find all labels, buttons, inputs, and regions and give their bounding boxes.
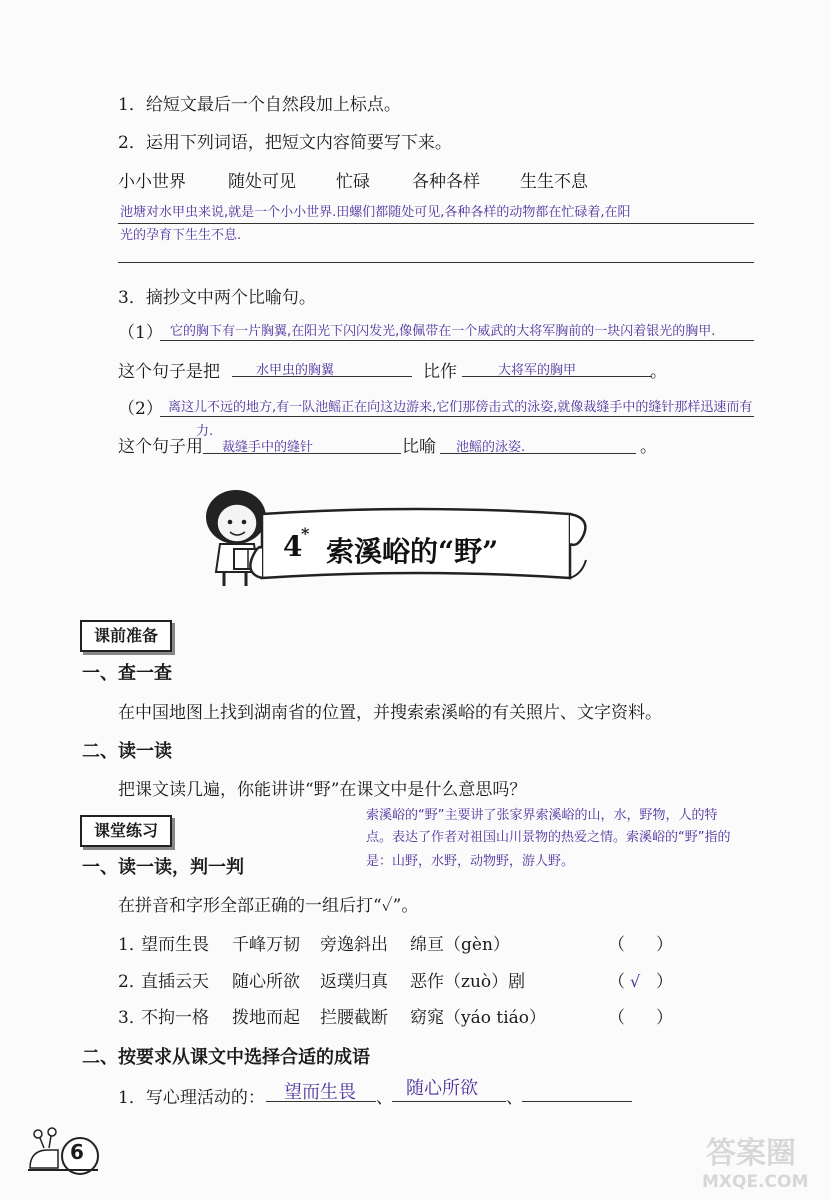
prep-section-1-title: 一、查一查 <box>82 663 172 684</box>
prep-handwritten-answer-2: 点。表达了作者对祖国山川景物的热爱之情。索溪峪的“野”指的 <box>366 830 731 845</box>
word-item: 生生不息 <box>520 172 588 192</box>
prep-badge: 课前准备 <box>80 620 172 652</box>
answer-paren-open: （ <box>608 935 625 955</box>
sentence-2-number: （2） <box>118 399 163 419</box>
lesson-number: 4 <box>283 530 303 563</box>
answer-paren-close: ） <box>656 972 673 992</box>
sentence-2-end: 。 <box>640 437 657 457</box>
answer-paren-close: ） <box>656 935 673 955</box>
row-word: 拨地而起 <box>232 1008 300 1028</box>
question-2: 2．运用下列词语，把短文内容简要写下来。 <box>118 133 452 153</box>
answer-rule <box>160 340 754 341</box>
sentence-1-answer-1: 水甲虫的胸翼 <box>256 363 335 378</box>
word-item: 小小世界 <box>118 172 186 192</box>
answer-rule <box>160 416 754 417</box>
answer-rule <box>203 453 401 454</box>
answer-rule <box>266 1101 376 1102</box>
fill-answer-1: 望而生畏 <box>284 1082 356 1103</box>
row-word: 不拘一格 <box>141 1008 209 1028</box>
row-number: 3． <box>118 1008 146 1028</box>
row-word: 窈窕（yáo tiáo） <box>410 1008 547 1028</box>
fill-separator: 、 <box>376 1088 393 1108</box>
practice-section-2-title: 二、按要求从课文中选择合适的成语 <box>82 1047 370 1068</box>
row-word: 直插云天 <box>141 972 209 992</box>
row-word: 望而生畏 <box>141 935 209 955</box>
prep-section-1-text: 在中国地图上找到湖南省的位置，并搜索索溪峪的有关照片、文字资料。 <box>118 703 662 723</box>
row-word: 绵亘（gèn） <box>410 935 510 955</box>
row-word: 返璞归真 <box>320 972 388 992</box>
question-1: 1．给短文最后一个自然段加上标点。 <box>118 95 401 115</box>
answer-rule <box>462 376 652 377</box>
sentence-1-end: 。 <box>650 362 667 382</box>
fill-answer-2: 随心所欲 <box>406 1078 478 1099</box>
prep-handwritten-answer-3: 是：山野，水野，动物野，游人野。 <box>366 854 575 869</box>
word-item: 忙碌 <box>336 172 370 192</box>
word-item: 随处可见 <box>228 172 296 192</box>
word-item: 各种各样 <box>412 172 480 192</box>
row-word: 旁逸斜出 <box>320 935 388 955</box>
answer-rule <box>392 1101 506 1102</box>
answer-paren-close: ） <box>656 1008 673 1028</box>
watermark-url: MXQE.COM <box>702 1172 809 1192</box>
prep-section-2-text: 把课文读几遍，你能讲讲“野”在课文中是什么意思吗？ <box>118 780 527 800</box>
prep-handwritten-answer-1: 索溪峪的“野”主要讲了张家界索溪峪的山，水，野物，人的特 <box>366 808 718 823</box>
sentence-1-prefix: 这个句子是把 <box>118 362 220 382</box>
row-word: 拦腰截断 <box>320 1008 388 1028</box>
sentence-1-handwritten: 它的胸下有一片胸翼,在阳光下闪闪发光,像佩带在一个威武的大将军胸前的一块闪着银光的胸甲. <box>170 324 716 339</box>
row-number: 1． <box>118 935 146 955</box>
sentence-1-number: （1） <box>118 323 163 343</box>
check-mark: √ <box>630 972 641 991</box>
handwritten-answer-line-1: 池塘对水甲虫来说,就是一个小小世界.田螺们都随处可见,各种各样的动物都在忙碌着,在阳 <box>120 205 631 220</box>
row-number: 2． <box>118 972 146 992</box>
answer-paren-open: （ <box>608 972 625 992</box>
answer-rule <box>522 1101 632 1102</box>
practice-badge: 课堂练习 <box>80 815 172 847</box>
page-number: 6 <box>70 1140 84 1164</box>
row-word: 随心所欲 <box>232 972 300 992</box>
answer-rule <box>232 376 412 377</box>
fill-prefix: 1．写心理活动的： <box>118 1088 265 1108</box>
row-word: 恶作（zuò）剧 <box>410 972 526 992</box>
prep-section-2-title: 二、读一读 <box>82 741 172 762</box>
sentence-1-answer-2: 大将军的胸甲 <box>498 363 577 378</box>
sentence-2-handwritten-cont: 力. <box>196 424 214 439</box>
sentence-1-middle: 比作 <box>423 362 457 382</box>
practice-section-1-title: 一、读一读，判一判 <box>82 857 244 878</box>
fill-separator: 、 <box>506 1088 523 1108</box>
row-word: 千峰万韧 <box>232 935 300 955</box>
answer-paren-open: （ <box>608 1008 625 1028</box>
sentence-2-prefix: 这个句子用 <box>118 437 203 457</box>
snail-page-icon <box>24 1124 104 1176</box>
sentence-2-answer-1: 裁缝手中的缝针 <box>222 440 314 455</box>
sentence-2-handwritten: 离这儿不远的地方,有一队池鳐正在向这边游来,它们那傍击式的泳姿,就像裁缝手中的缝针那样迅速而有 <box>168 400 753 415</box>
lesson-star: * <box>301 524 310 543</box>
sentence-2-middle: 比喻 <box>402 437 436 457</box>
answer-rule <box>440 453 636 454</box>
practice-instruction: 在拼音和字形全部正确的一组后打“✓”。 <box>118 896 419 916</box>
sentence-2-answer-2: 池鳐的泳姿. <box>456 440 526 455</box>
handwritten-answer-line-2: 光的孕育下生生不息. <box>120 228 242 243</box>
lesson-title: 索溪峪的“野” <box>326 535 499 568</box>
answer-rule <box>118 262 754 263</box>
watermark-logo: 答案圈 <box>706 1136 796 1171</box>
question-3: 3．摘抄文中两个比喻句。 <box>118 288 316 308</box>
